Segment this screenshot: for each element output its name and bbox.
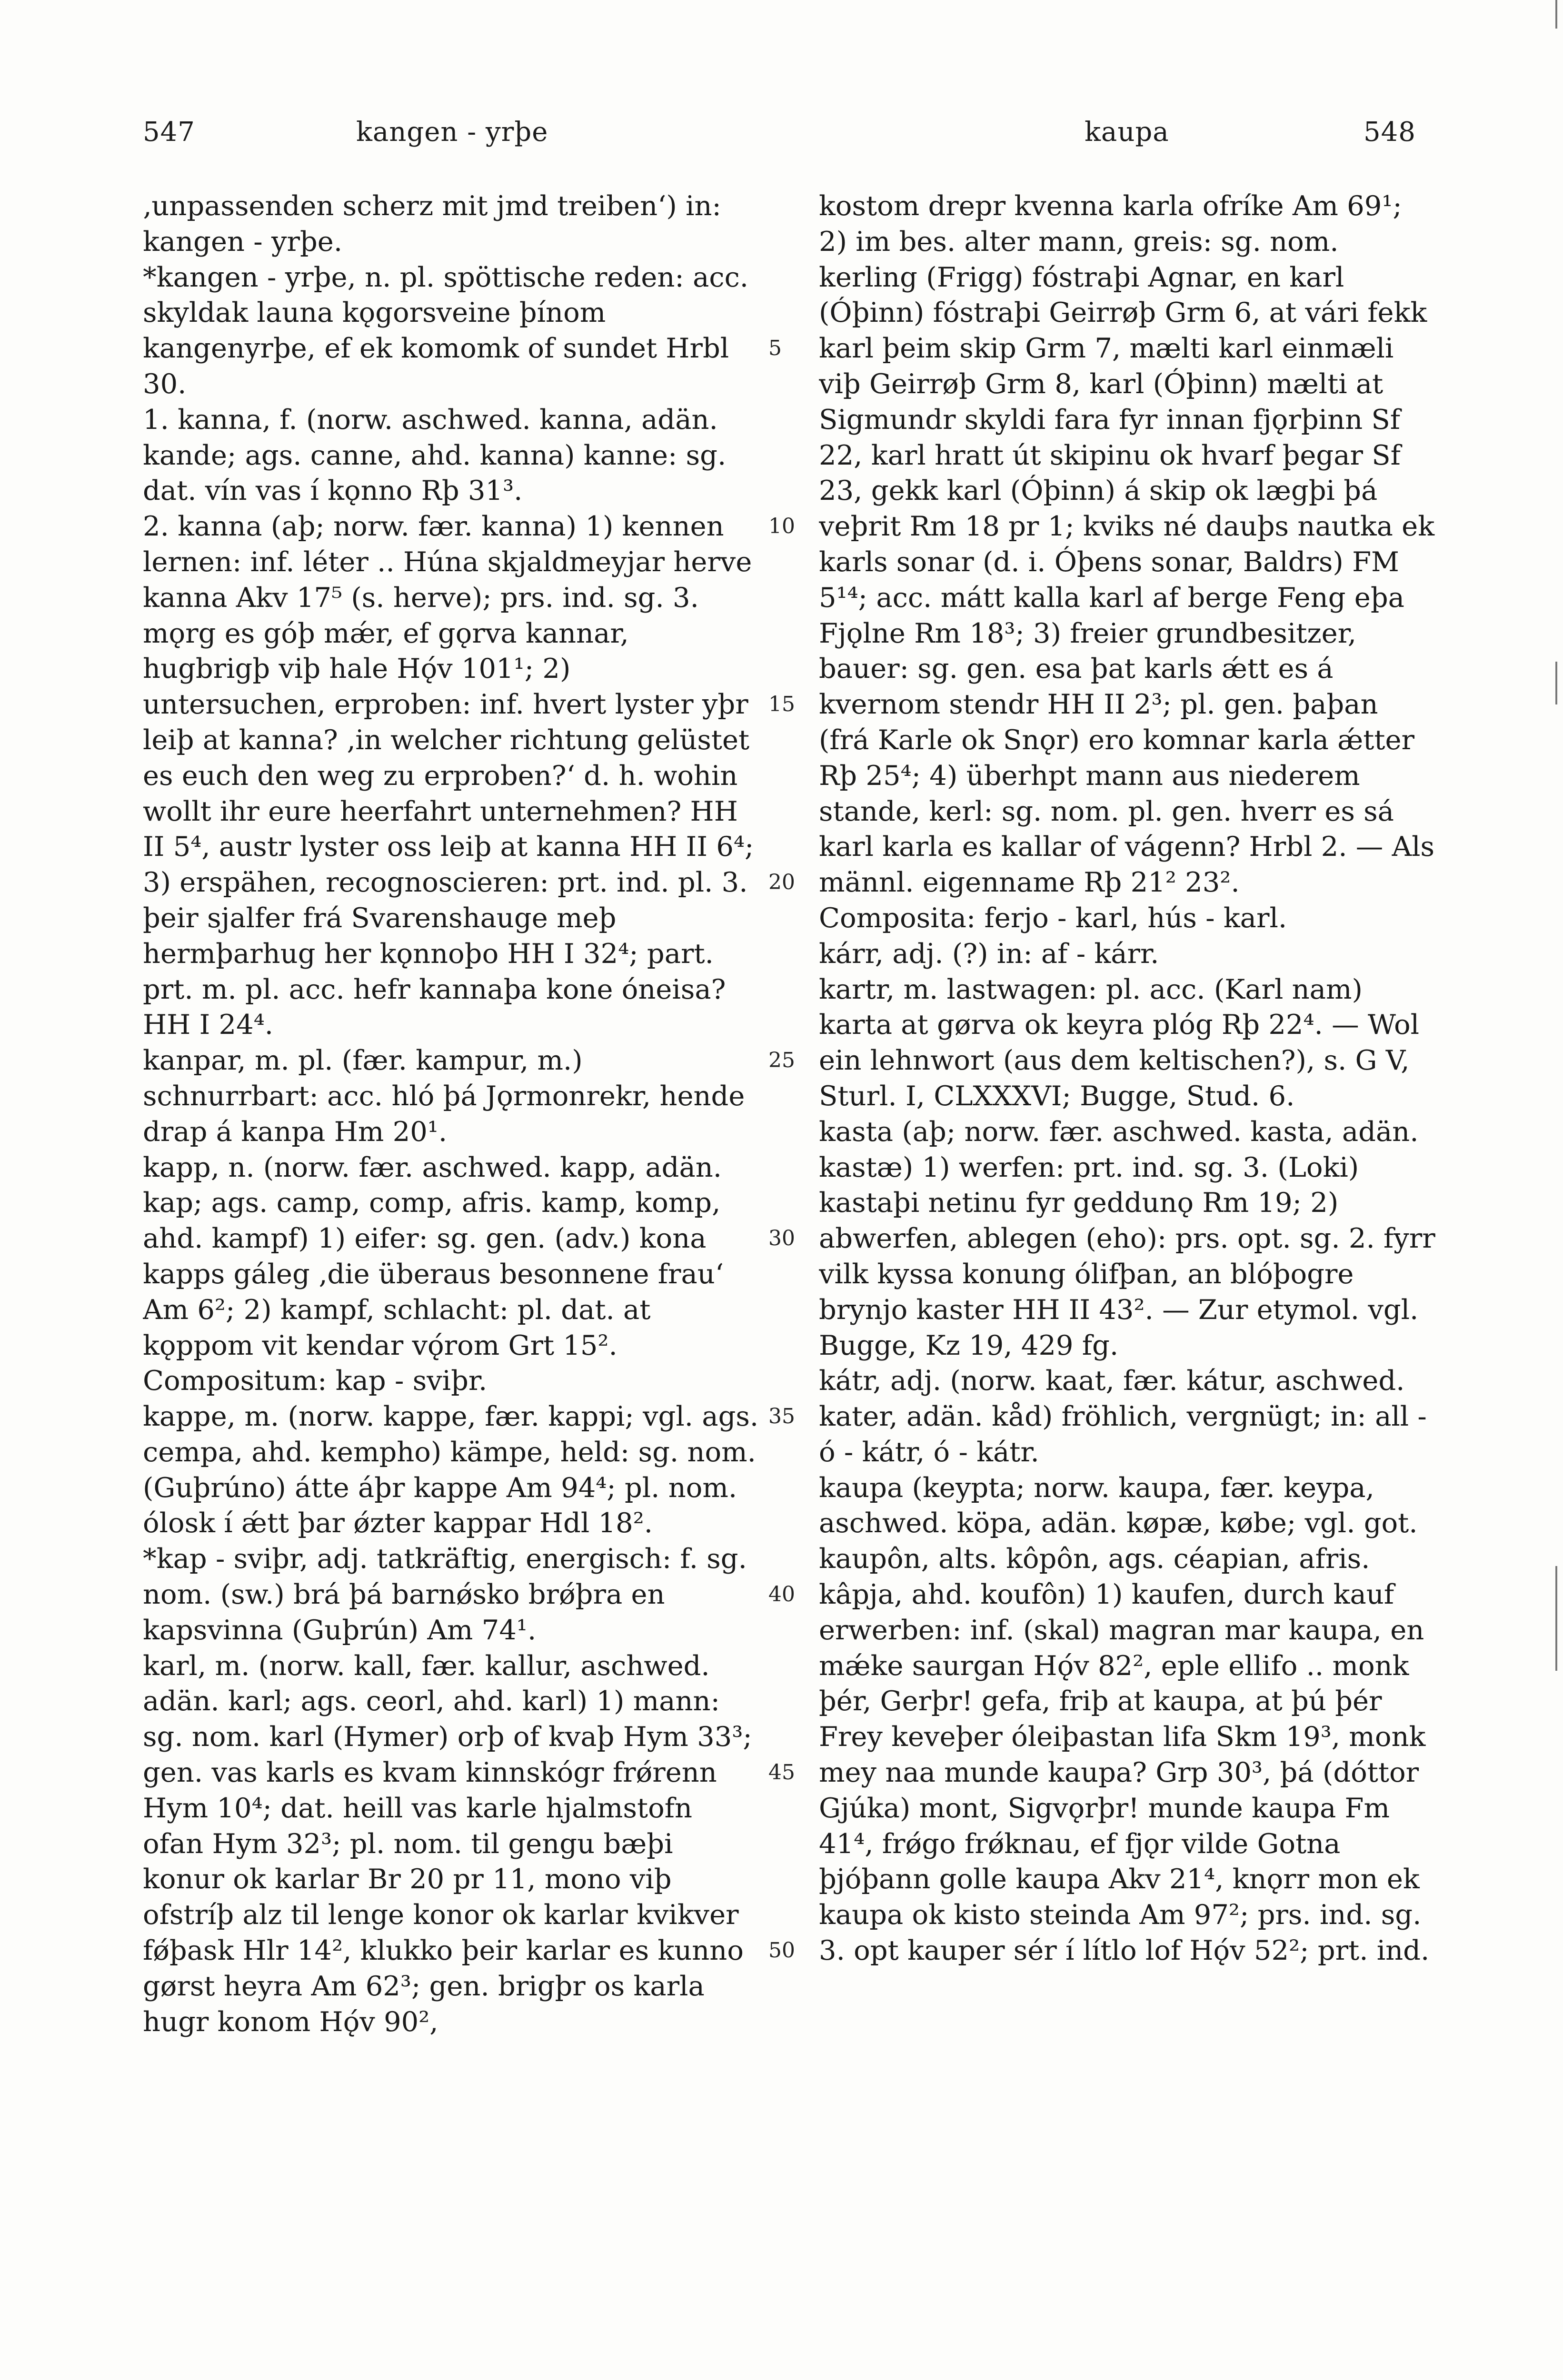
- left-column: [143, 188, 760, 2040]
- line-number: 45: [768, 1760, 795, 1785]
- entry-line: kǫppom vit kendar vǫ́rom Grt 15².: [143, 1329, 617, 1361]
- entry-line: skyldak launa kǫgorsveine þínom: [143, 297, 606, 329]
- entry-headword-line: kasta (aþ; norw. fær. aschwed. kasta, adän.: [819, 1115, 1419, 1148]
- entry-line: lernen: inf. léter .. Húna skjaldmeyjar herve: [143, 545, 752, 578]
- entry-line: 41⁴, frǿgo frǿknau, ef fjǫr vilde Gotna: [819, 1827, 1341, 1860]
- right-column: [819, 188, 1436, 1969]
- entry-line: dat. vín vas í kǫnno Rþ 31³.: [143, 475, 523, 507]
- entry-headword-line: 2. kanna (aþ; norw. fær. kanna) 1) kennen: [143, 510, 724, 543]
- entry-line: gen. vas karls es kvam kinnskógr frǿrenn: [143, 1756, 717, 1789]
- entry-line: 2) im bes. alter mann, greis: sg. nom.: [819, 225, 1339, 258]
- entry-line: 5¹⁴; acc. mátt kalla karl af berge Feng eþa: [819, 581, 1404, 614]
- entry-line: ahd. kampf) 1) eifer: sg. gen. (adv.) kona: [143, 1222, 707, 1255]
- entry-line: kangenyrþe, ef ek komomk of sundet Hrbl: [143, 332, 729, 365]
- entry-line: ó - kátr, ó - kátr.: [819, 1436, 1039, 1468]
- entry-headword-line: *kangen - yrþe, n. pl. spöttische reden: acc.: [143, 261, 749, 293]
- entry-line: mey naa munde kaupa? Grp 30³, þá (dóttor: [819, 1756, 1419, 1789]
- line-number: 35: [768, 1404, 795, 1428]
- entry-line: kapps gáleg ‚die überaus besonnene frau‘: [143, 1258, 724, 1290]
- scan-edge-mark: [1555, 0, 1557, 29]
- entry-line: karl þeim skip Grm 7, mælti karl einmæli: [819, 332, 1394, 365]
- entry-line: ólosk í ǽtt þar ǿzter kappar Hdl 18².: [143, 1507, 653, 1539]
- scan-edge-mark: [1555, 1566, 1557, 1671]
- entry-line: mǫrg es góþ mǽr, ef gǫrva kannar,: [143, 617, 629, 649]
- entry-headword-line: kappe, m. (norw. kappe, fær. kappi; vgl. ags.: [143, 1400, 759, 1433]
- entry-line: sg. nom. karl (Hymer) orþ of kvaþ Hym 33³;: [143, 1721, 752, 1753]
- entry-line: brynjo kaster HH II 43². — Zur etymol. vgl.: [819, 1293, 1419, 1326]
- entry-line: hugr konom Hǫ́v 90²,: [143, 2005, 438, 2038]
- entry-line: gørst heyra Am 62³; gen. brigþr os karla: [143, 1970, 705, 2002]
- entry-line: þjóþann golle kaupa Akv 21⁴, knǫrr mon ek: [819, 1863, 1420, 1895]
- entry-line: konur ok karlar Br 20 pr 11, mono viþ: [143, 1863, 672, 1895]
- entry-line: HH I 24⁴.: [143, 1009, 274, 1041]
- line-number: 5: [768, 336, 782, 360]
- entry-headword-line: kapp, n. (norw. fær. aschwed. kapp, adän.: [143, 1151, 722, 1183]
- entry-line: männl. eigenname Rþ 21² 23².: [819, 866, 1240, 899]
- entry-line: kapsvinna (Guþrún) Am 74¹.: [143, 1614, 537, 1646]
- entry-headword-line: ‚unpassenden scherz mit jmd treiben‘) in:: [143, 190, 721, 222]
- entry-line: 22, karl hratt út skipinu ok hvarf þegar Sf: [819, 439, 1401, 471]
- entry-line: karl karla es kallar of vágenn? Hrbl 2. — Als: [819, 831, 1434, 863]
- left-guide-word: kangen - yrþe: [356, 117, 548, 148]
- entry-headword-line: 1. kanna, f. (norw. aschwed. kanna, adän.: [143, 403, 718, 436]
- entry-line: Sturl. I, CLXXXVI; Bugge, Stud. 6.: [819, 1080, 1295, 1112]
- entry-line: kvernom stendr HH II 2³; pl. gen. þaþan: [819, 688, 1378, 721]
- entry-line: aschwed. köpa, adän. køpæ, købe; vgl. got.: [819, 1507, 1418, 1539]
- line-number: 30: [768, 1226, 795, 1250]
- entry-line: vilk kyssa konung ólifþan, an blóþogre: [819, 1258, 1354, 1290]
- line-number: 25: [768, 1048, 795, 1072]
- line-number: 15: [768, 692, 795, 716]
- entry-line: erwerben: inf. (skal) magran mar kaupa, en: [819, 1614, 1424, 1646]
- entry-line: karls sonar (d. i. Óþens sonar, Baldrs) FM: [819, 545, 1399, 578]
- entry-headword-line: kartr, m. lastwagen: pl. acc. (Karl nam): [819, 973, 1363, 1005]
- line-number: 20: [768, 870, 795, 894]
- entry-line: Rþ 25⁴; 4) überhpt mann aus niederem: [819, 759, 1360, 792]
- entry-line: untersuchen, erproben: inf. hvert lyster yþr: [143, 688, 748, 721]
- line-number: 50: [768, 1938, 795, 1963]
- entry-line: (frá Karle ok Snǫr) ero komnar karla ǽtter: [819, 724, 1414, 756]
- entry-line: kangen - yrþe.: [143, 225, 343, 258]
- entry-line: stande, kerl: sg. nom. pl. gen. hverr es sá: [819, 795, 1394, 827]
- entry-line: prt. m. pl. acc. hefr kannaþa kone óneisa?: [143, 973, 726, 1005]
- entry-line: kastæ) 1) werfen: prt. ind. sg. 3. (Loki): [819, 1151, 1359, 1183]
- entry-line: kâpja, ahd. koufôn) 1) kaufen, durch kauf: [819, 1578, 1394, 1611]
- entry-line: abwerfen, ablegen (eho): prs. opt. sg. 2. fyrr: [819, 1222, 1435, 1255]
- entry-line: kap; ags. camp, comp, afris. kamp, komp,: [143, 1187, 721, 1219]
- entry-line: hermþarhug her kǫnnoþo HH I 32⁴; part.: [143, 937, 714, 970]
- line-number: 40: [768, 1582, 795, 1606]
- entry-line: leiþ at kanna? ‚in welcher richtung gelüstet: [143, 724, 750, 756]
- entry-line: ofan Hym 32³; pl. nom. til gengu bæþi: [143, 1827, 673, 1860]
- entry-headword-line: kanpar, m. pl. (fær. kampur, m.): [143, 1044, 583, 1077]
- entry-line: veþrit Rm 18 pr 1; kviks né dauþs nautka ek: [819, 510, 1435, 543]
- entry-line: cempa, ahd. kempho) kämpe, held: sg. nom.: [143, 1436, 756, 1468]
- entry-line: kanna Akv 17⁵ (s. herve); prs. ind. sg. 3.: [143, 581, 699, 614]
- entry-line: Hym 10⁴; dat. heill vas karle hjalmstofn: [143, 1792, 693, 1824]
- entry-line: II 5⁴, austr lyster oss leiþ at kanna HH II 6⁴;: [143, 831, 754, 863]
- line-number: 10: [768, 514, 795, 538]
- entry-line: kaupa ok kisto steinda Am 97²; prs. ind. sg.: [819, 1899, 1422, 1931]
- entry-line: Am 6²; 2) kampf, schlacht: pl. dat. at: [143, 1293, 651, 1326]
- entry-line: Frey keveþer óleiþastan lifa Skm 19³, monk: [819, 1721, 1426, 1753]
- entry-headword-line: kaupa (keypta; norw. kaupa, fær. keypa,: [819, 1471, 1374, 1504]
- entry-headword-line: Composita: ferjo - karl, hús - karl.: [819, 902, 1287, 934]
- entry-line: (Óþinn) fóstraþi Geirrøþ Grm 6, at vári fekk: [819, 297, 1427, 329]
- entry-line: hugbrigþ viþ hale Hǫ́v 101¹; 2): [143, 653, 571, 685]
- entry-line: drap á kanpa Hm 20¹.: [143, 1115, 448, 1148]
- entry-headword-line: karl, m. (norw. kall, fær. kallur, aschwed.: [143, 1649, 710, 1682]
- entry-headword-line: kárr, adj. (?) in: af - kárr.: [819, 937, 1159, 970]
- entry-line: adän. karl; ags. ceorl, ahd. karl) 1) mann:: [143, 1685, 720, 1717]
- entry-line: kande; ags. canne, ahd. kanna) kanne: sg.: [143, 439, 727, 471]
- entry-line: mǽke saurgan Hǫ́v 82², eple ellifo .. monk: [819, 1649, 1409, 1682]
- entry-line: fǿþask Hlr 14², klukko þeir karlar es kunno: [143, 1934, 744, 1967]
- entry-line: Gjúka) mont, Sigvǫrþr! munde kaupa Fm: [819, 1792, 1390, 1824]
- entry-line: kerling (Frigg) fóstraþi Agnar, en karl: [819, 261, 1344, 293]
- right-page-number: 548: [1364, 117, 1416, 148]
- entry-line: 30.: [143, 367, 187, 400]
- left-page-number: 547: [143, 117, 195, 148]
- entry-line: karta at gørva ok keyra plóg Rþ 22⁴. — Wol: [819, 1009, 1420, 1041]
- entry-line: Sigmundr skyldi fara fyr innan fjǫrþinn Sf: [819, 403, 1401, 436]
- scan-edge-mark: [1555, 662, 1557, 704]
- entry-line: þeir sjalfer frá Svarenshauge meþ: [143, 902, 617, 934]
- entry-line: (Guþrúno) átte áþr kappe Am 94⁴; pl. nom.: [143, 1471, 737, 1504]
- entry-headword-line: *kap - sviþr, adj. tatkräftig, energisch: f. sg.: [143, 1543, 747, 1575]
- entry-line: viþ Geirrøþ Grm 8, karl (Óþinn) mælti at: [819, 367, 1384, 400]
- entry-line: kater, adän. kåd) fröhlich, vergnügt; in: all -: [819, 1400, 1427, 1433]
- entry-line: þér, Gerþr! gefa, friþ at kaupa, at þú þér: [819, 1685, 1382, 1717]
- entry-line: nom. (sw.) brá þá barnǿsko brǿþra en: [143, 1578, 665, 1611]
- entry-headword-line: kostom drepr kvenna karla ofríke Am 69¹;: [819, 190, 1402, 222]
- entry-headword-line: Compositum: kap - sviþr.: [143, 1365, 488, 1397]
- entry-line: 3. opt kauper sér í lítlo lof Hǫ́v 52²; prt. ind.: [819, 1934, 1430, 1967]
- entry-line: 3) erspähen, recognoscieren: prt. ind. pl. 3.: [143, 866, 748, 899]
- entry-line: kaupôn, alts. kôpôn, ags. céapian, afris.: [819, 1543, 1370, 1575]
- entry-line: Bugge, Kz 19, 429 fg.: [819, 1329, 1119, 1361]
- entry-line: Fjǫlne Rm 18³; 3) freier grundbesitzer,: [819, 617, 1357, 649]
- right-guide-word: kaupa: [1085, 117, 1169, 148]
- entry-line: ofstríþ alz til lenge konor ok karlar kvikver: [143, 1899, 739, 1931]
- entry-line: kastaþi netinu fyr geddunǫ Rm 19; 2): [819, 1187, 1339, 1219]
- entry-line: ein lehnwort (aus dem keltischen?), s. G V,: [819, 1044, 1410, 1077]
- entry-line: 23, gekk karl (Óþinn) á skip ok lægþi þá: [819, 475, 1378, 507]
- entry-line: wollt ihr eure heerfahrt unternehmen? HH: [143, 795, 738, 827]
- entry-line: es euch den weg zu erproben?‘ d. h. wohin: [143, 759, 738, 792]
- entry-line: bauer: sg. gen. esa þat karls ǽtt es á: [819, 653, 1334, 685]
- entry-line: schnurrbart: acc. hló þá Jǫrmonrekr, hende: [143, 1080, 745, 1112]
- entry-headword-line: kátr, adj. (norw. kaat, fær. kátur, aschwed.: [819, 1365, 1405, 1397]
